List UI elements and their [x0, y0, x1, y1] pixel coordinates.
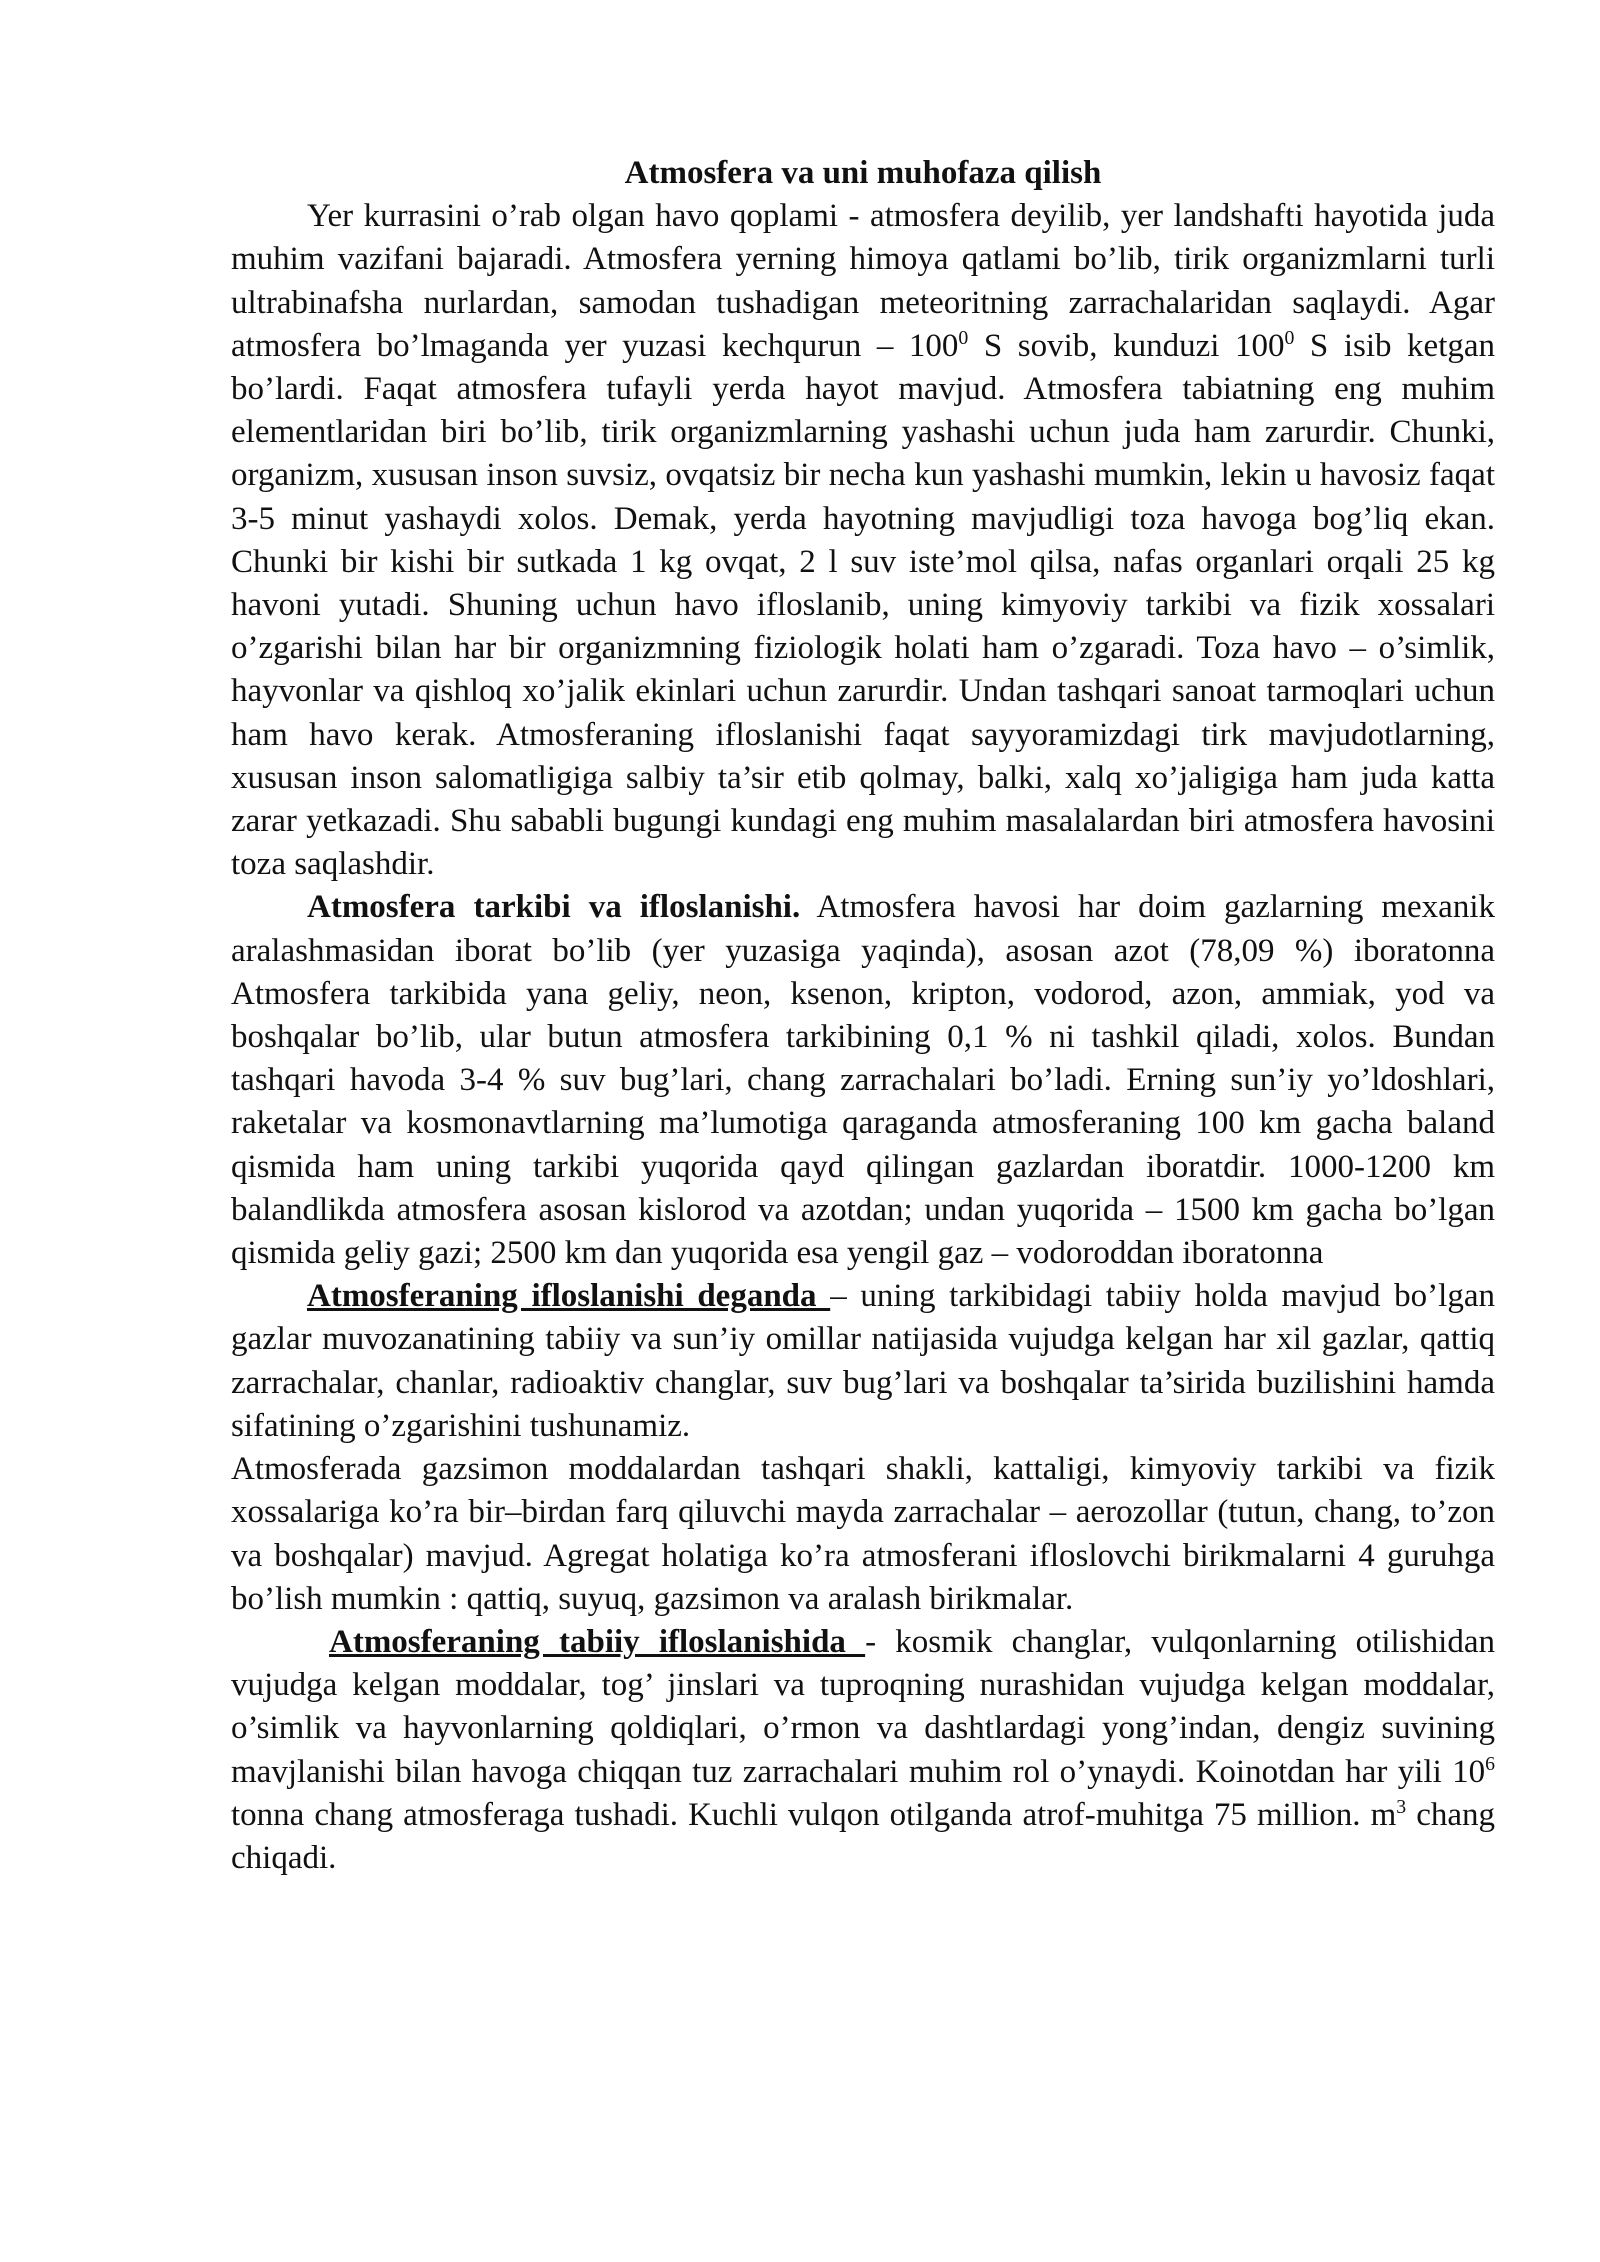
pollution-definition-text: – uning tarkibidagi tabiiy holda mavjud bo’lgan gazlar muvozanatining tabiiy va sun’iy omillar natijasida vujudga kelgan har xil gazlar, qattiq zarrachalar, chanlar, radioaktiv changlar, suv bug’lari va boshqalar ta’sirida buzilishini hamda sifatining o’zgarishini tushunamiz.: [231, 1278, 1495, 1444]
power-superscript-1: 6: [1485, 1752, 1495, 1775]
paragraph-aerosols: [231, 1448, 1495, 1621]
document-page: [231, 152, 1495, 1880]
paragraph-natural-pollution: [231, 1621, 1495, 1880]
paragraph-composition: [231, 886, 1495, 1275]
natural-pollution-text-2: tonna chang atmosferaga tushadi. Kuchli vulqon otilganda atrof-muhitga 75 million. m: [231, 1796, 1397, 1833]
pollution-definition-heading: Atmosferaning ifloslanishi deganda: [307, 1278, 831, 1315]
power-superscript-2: 3: [1396, 1795, 1407, 1818]
degree-superscript-1: 0: [958, 326, 969, 349]
paragraph-intro-text-3: S isib ketgan bo’lardi. Faqat atmosfera tufayli yerda hayot mavjud. Atmosfera tabiatning eng muhim elementlaridan biri bo’lib, tirik organizmlarning yashashi uchun juda ham zarurdir. Chunki, organizm, xususan inson suvsiz, ovqatsiz bir necha kun yashashi mumkin, lekin u havosiz faqat 3-5 minut yashaydi xolos. Demak, yerda hayotning mavjudligi toza havoga bog’liq ekan. Chunki bir kishi bir sutkada 1 kg ovqat, 2 l suv iste’mol qilsa, nafas organlari orqali 25 kg havoni yutadi. Shuning uchun havo ifloslanib, uning kimyoviy tarkibi va fizik xossalari o’zgarishi bilan har bir organizmning fiziologik holati ham o’zgaradi. Toza havo – o’simlik, hayvonlar va qishloq xo’jalik ekinlari uchun zarurdir. Undan tashqari sanoat tarmoqlari uchun ham havo kerak. Atmosferaning ifloslanishi faqat sayyoramizdagi tirk mavjudotlarning, xususan inson salomatligiga salbiy ta’sir etib qolmay, balki, xalq xo’jaligiga ham juda katta zarar yetkazadi. Shu sababli bugungi kundagi eng muhim masalalardan biri atmosfera havosini toza saqlashdir.: [231, 327, 1496, 883]
aerosols-text: Atmosferada gazsimon moddalardan tashqari shakli, kattaligi, kimyoviy tarkibi va fizik xossalariga ko’ra bir–birdan farq qiluvchi mayda zarrachalar – aerozollar (tutun, chang, to’zon va boshqalar) mavjud. Agregat holatiga ko’ra atmosferani ifloslovchi birikmalarni 4 guruhga bo’lish mumkin : qattiq, suyuq, gazsimon va aralash birikmalar.: [231, 1451, 1495, 1617]
paragraph-intro: [231, 195, 1495, 886]
composition-text: Atmosfera havosi har doim gazlarning mexanik aralashmasidan iborat bo’lib (yer yuzasiga yaqinda), asosan azot (78,09 %) iboratonna Atmosfera tarkibida yana geliy, neon, ksenon, kripton, vodorod, azon, ammiak, yod va boshqalar bo’lib, ular butun atmosfera tarkibining 0,1 % ni tashkil qiladi, xolos. Bundan tashqari havoda 3-4 % suv bug’lari, chang zarrachalari bo’ladi. Erning sun’iy yo’ldoshlari, raketalar va kosmonavtlarning ma’lumotiga qaraganda atmosferaning 100 km gacha baland qismida ham uning tarkibi yuqorida qayd qilingan gazlardan iboratdir. 1000-1200 km balandlikda atmosfera asosan kislorod va azotdan; undan yuqorida – 1500 km gacha bo’lgan qismida geliy gazi; 2500 km dan yuqorida esa yengil gaz – vodoroddan iboratonna: [231, 889, 1495, 1272]
natural-pollution-heading: Atmosferaning tabiiy ifloslanishida: [329, 1623, 866, 1660]
degree-superscript-2: 0: [1284, 326, 1295, 349]
natural-pollution-text-1: - kosmik changlar, vulqonlarning otilishidan vujudga kelgan moddalar, tog’ jinslari va tuproqning nurashidan vujudga kelgan moddalar, o’simlik va hayvonlarning qoldiqlari, o’rmon va dashtlardagi yong’indan, dengiz suvining mavjlanishi bilan havoga chiqqan tuz zarrachalari muhim rol o’ynaydi. Koinotdan har yili 10: [231, 1623, 1495, 1790]
paragraph-intro-text-2: S sovib, kunduzi 100: [968, 327, 1285, 364]
composition-heading: Atmosfera tarkibi va ifloslanishi.: [307, 889, 801, 926]
document-title: Atmosfera va uni muhofaza qilish: [624, 155, 1102, 191]
paragraph-pollution-definition: [231, 1275, 1495, 1448]
paragraph-intro-text-1: Yer kurrasini o’rab olgan havo qoplami - atmosfera deyilib, yer landshafti hayotida juda muhim vazifani bajaradi. Atmosfera yerning himoya qatlami bo’lib, tirik organizmlarni turli ultrabinafsha nurlardan, samodan tushadigan meteoritning zarrachalaridan saqlaydi. Agar atmosfera bo’lmaganda yer yuzasi kechqurun – 100: [231, 198, 1495, 364]
natural-pollution-text-3: chang chiqadi.: [231, 1796, 1496, 1876]
